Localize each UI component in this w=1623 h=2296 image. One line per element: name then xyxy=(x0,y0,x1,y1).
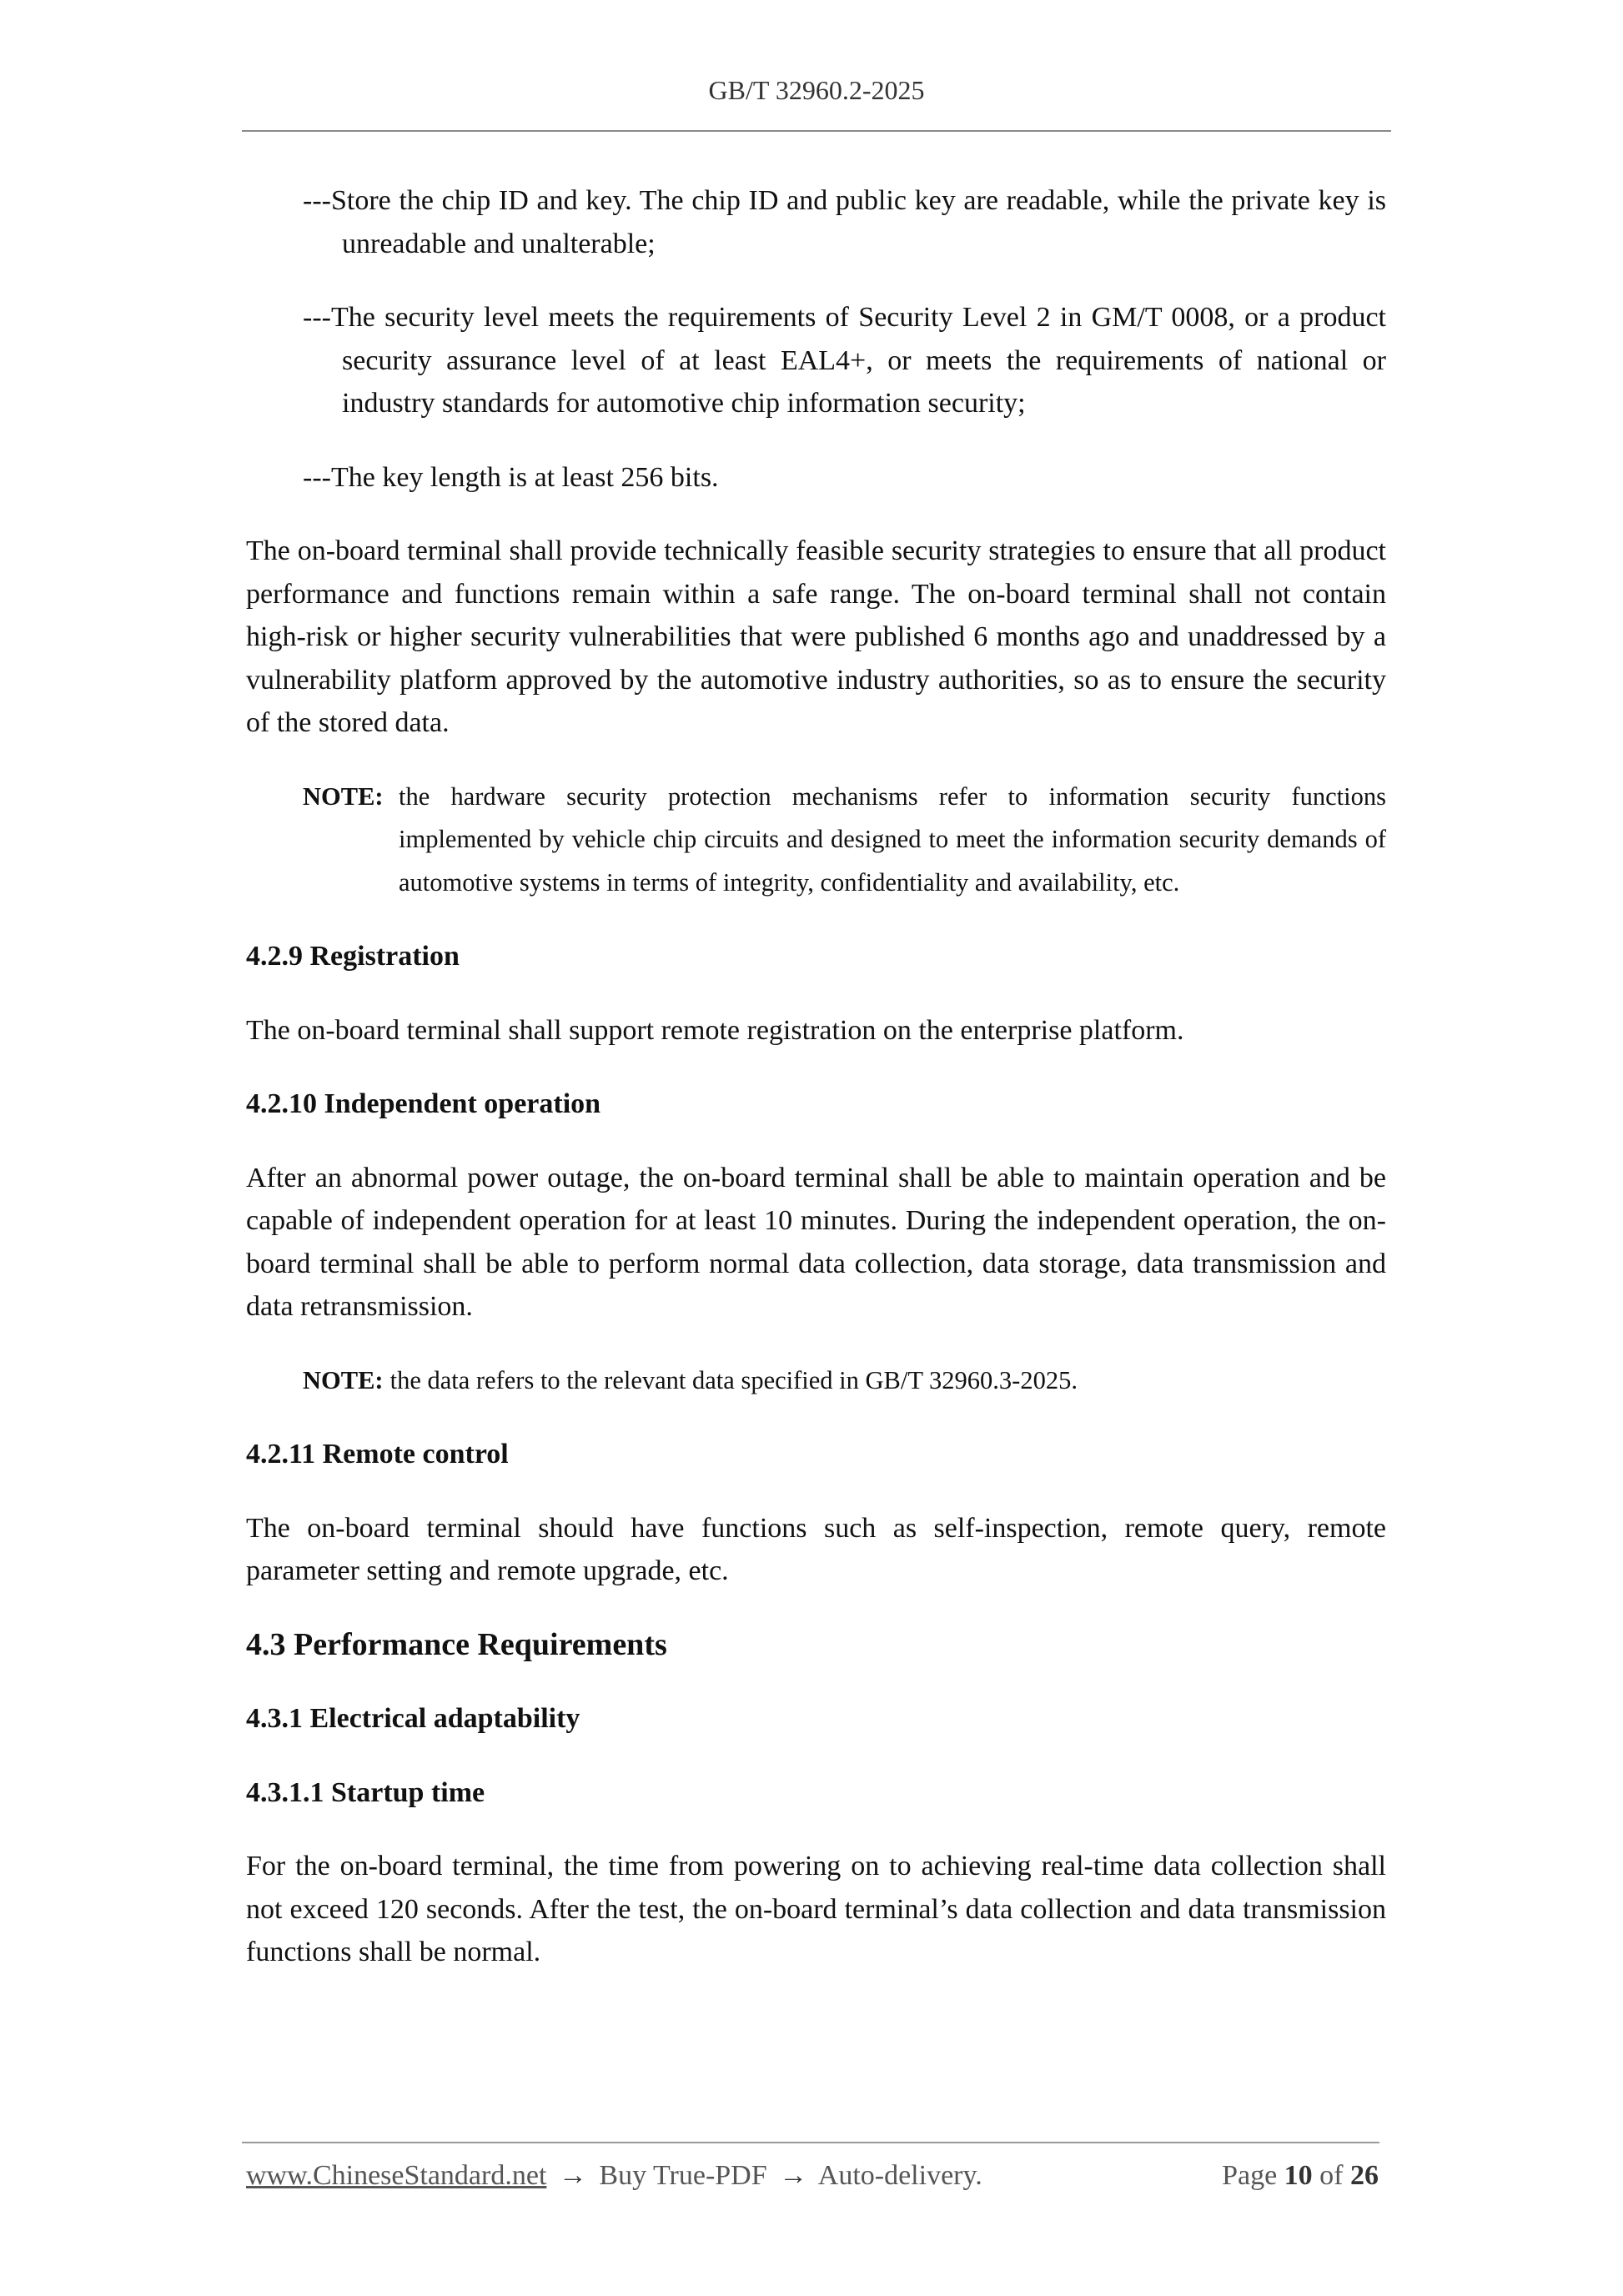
bullet-item-key-length: ---The key length is at least 256 bits. xyxy=(303,461,719,493)
paragraph-startup-time: For the on-board terminal, the time from powering on to achieving real-time data collection shall not exceed 120 seconds. After the test, the on-board terminal’s data collection and data transmission functions shall be normal. xyxy=(246,1851,1386,1967)
paragraph-independent-operation: After an abnormal power outage, the on-board terminal shall be able to maintain operation and be capable of independent operation for at least 10 minutes. During the independent operation, the on-board terminal shall be able to perform normal data collection, data storage, data transmission and data retransmission. xyxy=(246,1162,1386,1322)
heading-4-3-1: 4.3.1 Electrical adaptability xyxy=(246,1703,580,1734)
page-word: Page xyxy=(1222,2160,1278,2191)
footer-left xyxy=(246,2160,982,2192)
heading-4-3: 4.3 Performance Requirements xyxy=(246,1626,667,1662)
document-header-title: GB/T 32960.2-2025 xyxy=(708,75,925,105)
page-total: 26 xyxy=(1350,2160,1379,2191)
note-text: the hardware security protection mechanisms refer to information security functions implemented by vehicle chip circuits and designed to meet the information security demands of automotive systems in terms of integrity, confidentiality and availability, etc. xyxy=(399,781,1386,897)
buy-true-pdf-text: Buy True-PDF xyxy=(599,2160,767,2191)
paragraph-registration: The on-board terminal shall support remote registration on the enterprise platform. xyxy=(246,1014,1184,1046)
paragraph-security-strategies: The on-board terminal shall provide technically feasible security strategies to ensure that all product performance and functions remain within a safe range. The on-board terminal shall not contain high-risk or higher security vulnerabilities that were published 6 months ago and unaddressed by a vulnerability platform approved by the automotive industry authorities, so as to ensure the security of the stored data. xyxy=(246,535,1386,738)
arrow-right-icon: → xyxy=(558,2160,587,2191)
footer-divider xyxy=(242,2142,1379,2143)
note-label: NOTE: xyxy=(303,781,384,811)
chinesestandard-link[interactable]: www.ChineseStandard.net xyxy=(246,2160,547,2191)
note-hardware-security xyxy=(303,776,1386,905)
bullet-item-chip-id: ---Store the chip ID and key. The chip ID and public key are readable, while the private key is unreadable and unalterable; xyxy=(303,185,1386,259)
auto-delivery-text: Auto-delivery. xyxy=(817,2160,982,2191)
document-body xyxy=(246,179,1386,2005)
page-current: 10 xyxy=(1284,2160,1313,2191)
heading-4-2-11: 4.2.11 Remote control xyxy=(246,1439,509,1470)
arrow-right-icon: → xyxy=(779,2160,808,2191)
bullet-item-security-level: ---The security level meets the requirements of Security Level 2 in GM/T 0008, or a product security assurance level of at least EAL4+, or meets the requirements of national or industry standards for automotive chip information security; xyxy=(303,302,1386,419)
heading-4-2-9: 4.2.9 Registration xyxy=(246,941,460,972)
note-label: NOTE: xyxy=(303,1365,384,1394)
page-footer xyxy=(246,2160,1379,2192)
heading-4-2-10: 4.2.10 Independent operation xyxy=(246,1088,601,1119)
of-word: of xyxy=(1319,2160,1344,2191)
page-indicator xyxy=(1222,2160,1379,2192)
heading-4-3-1-1: 4.3.1.1 Startup time xyxy=(246,1776,485,1808)
paragraph-remote-control: The on-board terminal should have functions such as self-inspection, remote query, remote parameter setting and remote upgrade, etc. xyxy=(246,1512,1386,1586)
header-divider xyxy=(242,130,1391,132)
note-data-reference xyxy=(303,1359,1386,1403)
note-text: the data refers to the relevant data specified in GB/T 32960.3-2025. xyxy=(389,1365,1078,1394)
